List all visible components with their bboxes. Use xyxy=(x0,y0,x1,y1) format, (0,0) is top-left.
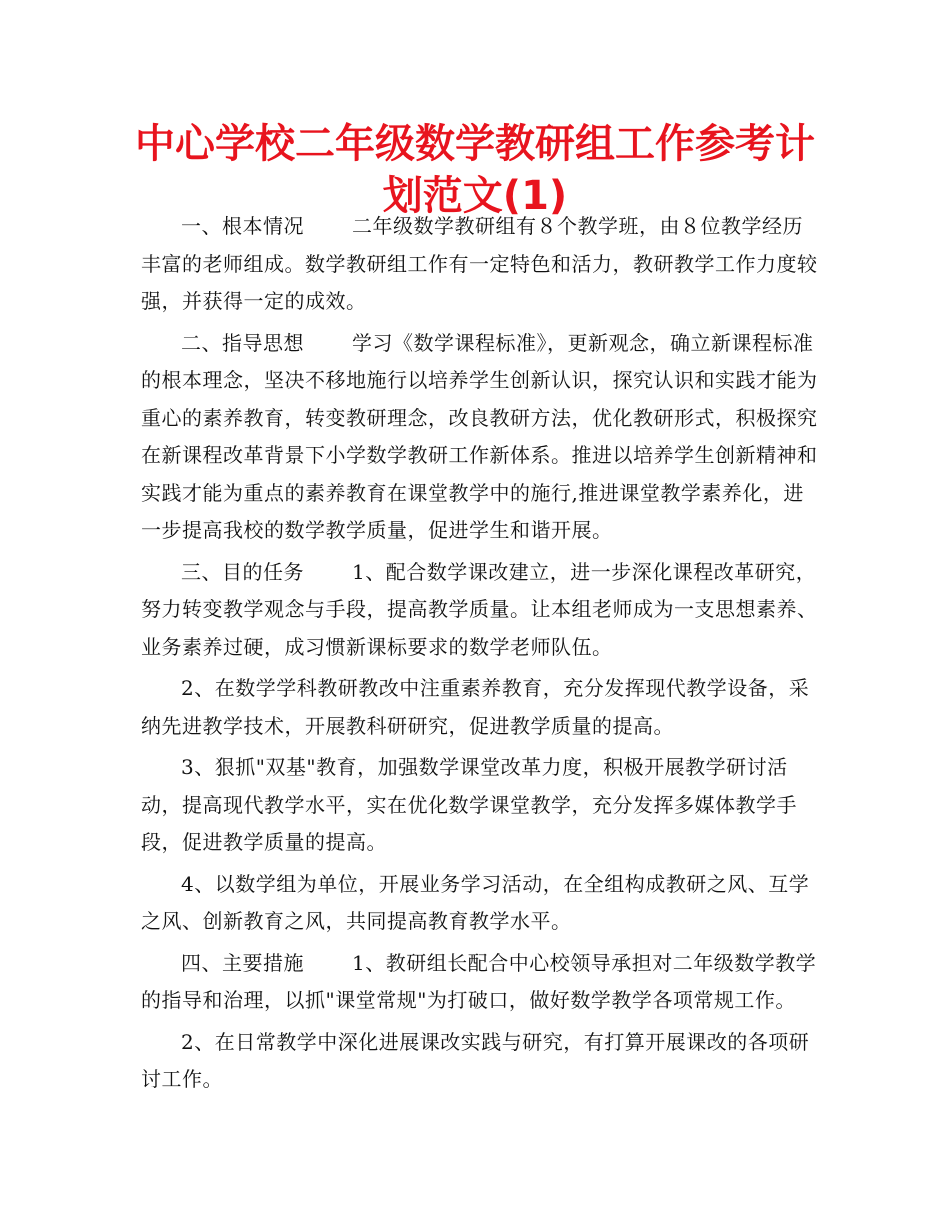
document-body xyxy=(141,208,821,1103)
paragraph-main-measures xyxy=(141,945,821,1020)
paragraph-text: 1、配合数学课改建立，进一步深化课程改革研究，努力转变教学观念与手段，提高教学质量。让本组老师成为一支思想素养、业务素养过硬，成习惯新课标要求的数学老师队伍。 xyxy=(141,559,818,659)
paragraph-goal-4 xyxy=(141,866,821,941)
paragraph-text: 4、以数学组为单位，开展业务学习活动，在全组构成教研之风、互学之风、创新教育之风，共同提高教育教学水平。 xyxy=(141,871,810,933)
paragraph-text: 二年级数学教研组有８个教学班，由８位教学经历丰富的老师组成。数学教研组工作有一定特色和活力，教研教学工作力度较强，并获得一定的成效。 xyxy=(141,214,818,313)
section-heading: 四、主要措施 xyxy=(181,950,304,975)
paragraph-basic-situation xyxy=(141,208,821,321)
section-heading: 三、目的任务 xyxy=(181,559,304,584)
paragraph-guiding-ideology xyxy=(141,325,821,550)
paragraph-text: 2、在日常教学中深化进展课改实践与研究，有打算开展课改的各项研讨工作。 xyxy=(141,1029,810,1091)
document-title: 中心学校二年级数学教研组工作参考计划范文(1) xyxy=(135,121,815,219)
paragraph-text: 1、教研组长配合中心校领导承担对二年级数学教学的指导和治理，以抓"课堂常规"为打破口，做好数学教学各项常规工作。 xyxy=(141,950,817,1012)
paragraph-goal-2 xyxy=(141,670,821,745)
paragraph-text: 学习《数学课程标准》，更新观念，确立新课程标准的根本理念，坚决不移地施行以培养学生创新认识，探究认识和实践才能为重心的素养教育，转变教研理念，改良教研方法，优化教研形式，积极探究在新课程改革背景下小学数学教研工作新体系。推进以培养学生创新精神和实践才能为重点的素养教育在课堂教学中的施行,推进课堂教学素养化，进一步提高我校的数学教学质量，促进学生和谐开展。 xyxy=(141,330,818,542)
section-heading: 一、根本情况 xyxy=(181,214,304,238)
paragraph-measure-2 xyxy=(141,1024,821,1099)
paragraph-goals-tasks xyxy=(141,554,821,667)
section-heading: 二、指导思想 xyxy=(181,330,304,355)
paragraph-text: 2、在数学学科教研教改中注重素养教育，充分发挥现代教学设备，采纳先进教学技术，开展教科研研究，促进教学质量的提高。 xyxy=(141,676,810,738)
paragraph-goal-3 xyxy=(141,749,821,862)
paragraph-text: 3、狠抓"双基"教育，加强数学课堂改革力度，积极开展教学研讨活动，提高现代教学水平，实在优化数学课堂教学，充分发挥多媒体教学手段，促进教学质量的提高。 xyxy=(141,755,797,854)
